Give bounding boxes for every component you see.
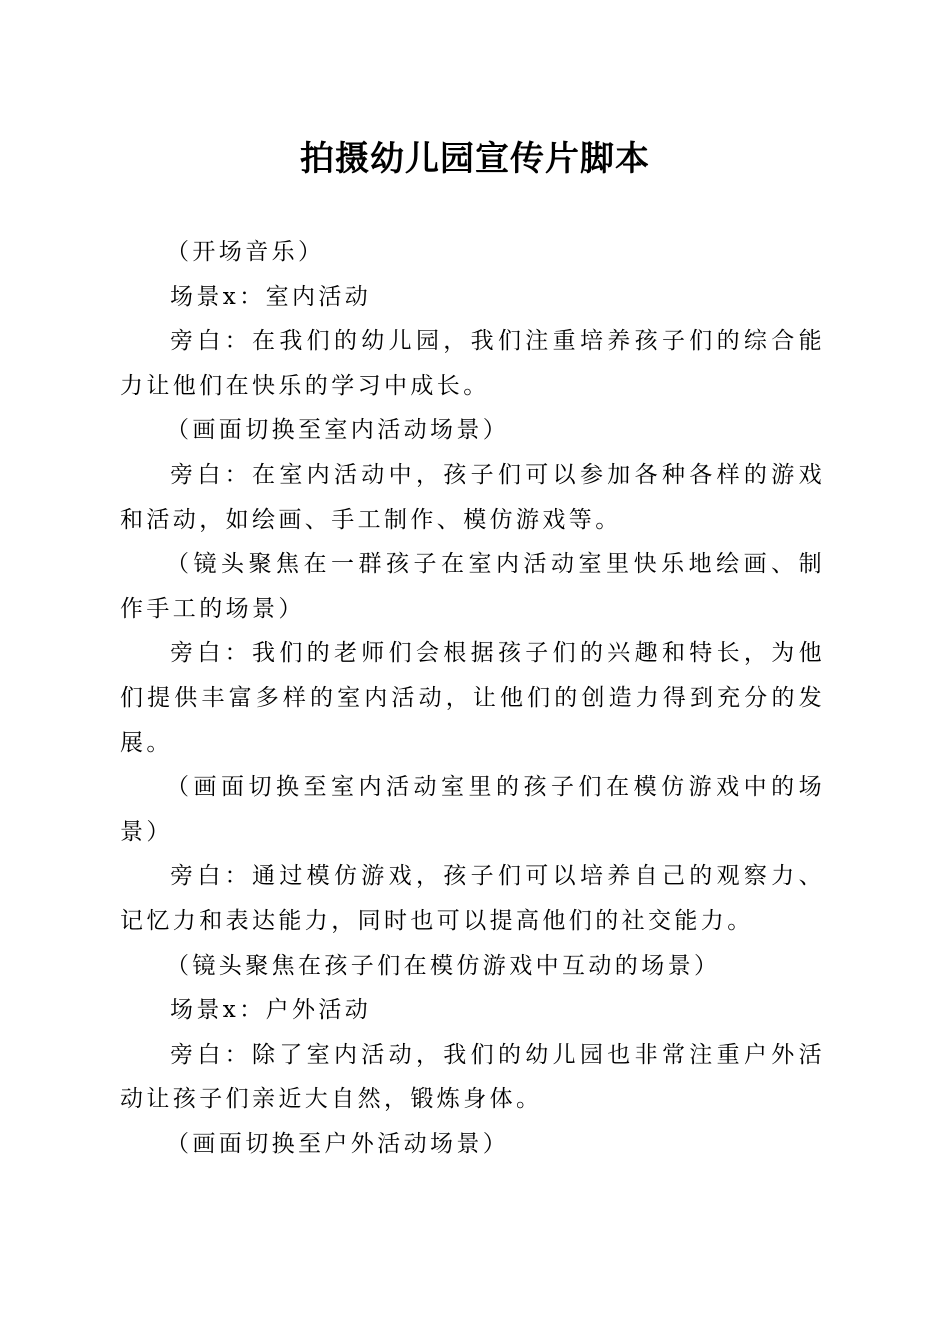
stage-direction: （画面切换至户外活动场景） — [166, 1130, 510, 1157]
document-body — [120, 230, 825, 1166]
narration-paragraph: 旁白：除了室内活动，我们的幼儿园也非常注重户外活动让孩子们亲近大自然，锻炼身体。 — [120, 1041, 825, 1113]
narration-paragraph: 旁白：在我们的幼儿园，我们注重培养孩子们的综合能力让他们在快乐的学习中成长。 — [120, 328, 825, 399]
narration-paragraph: 旁白：在室内活动中，孩子们可以参加各种各样的游戏和活动，如绘画、手工制作、模仿游戏等。 — [120, 461, 825, 533]
narration-paragraph: 旁白：我们的老师们会根据孩子们的兴趣和特长，为他们提供丰富多样的室内活动，让他们的创造力得到充分的发展。 — [120, 640, 825, 756]
document-title: 拍摄幼儿园宣传片脚本 — [300, 139, 650, 179]
scene-heading: 场景x：室内活动 — [170, 283, 372, 310]
scene-heading: 场景x：户外活动 — [170, 997, 372, 1024]
narration-paragraph: 旁白：通过模仿游戏，孩子们可以培养自己的观察力、记忆力和表达能力，同时也可以提高他们的社交能力。 — [120, 863, 825, 934]
stage-direction: （镜头聚焦在孩子们在模仿游戏中互动的场景） — [166, 952, 721, 979]
stage-direction: （镜头聚焦在一群孩子在室内活动室里快乐地绘画、制作手工的场景） — [120, 551, 825, 622]
stage-direction: （画面切换至室内活动场景） — [166, 417, 510, 444]
stage-direction: （画面切换至室内活动室里的孩子们在模仿游戏中的场景） — [120, 774, 825, 845]
stage-direction: （开场音乐） — [166, 239, 325, 265]
